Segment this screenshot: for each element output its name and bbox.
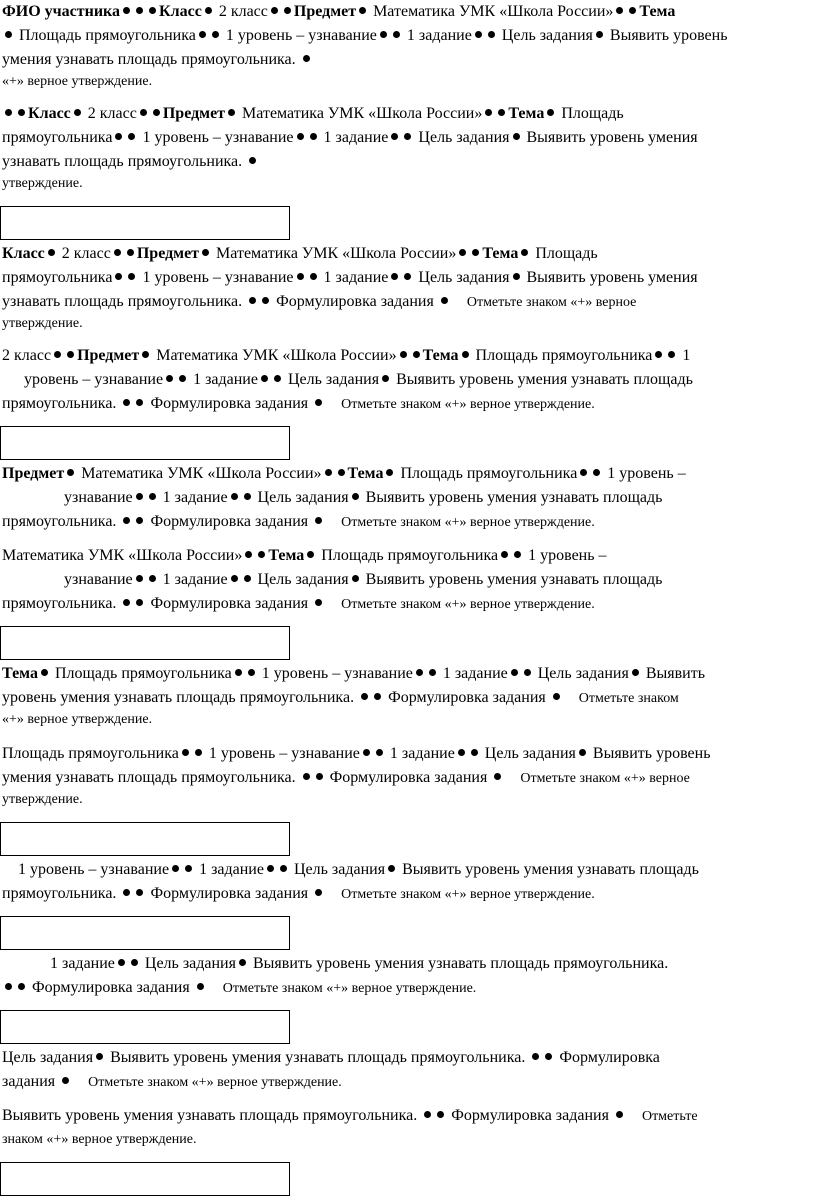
answer-box[interactable] [0,1162,290,1196]
bullet-icon [67,351,74,358]
bullet-icon [513,133,520,140]
bullet-icon [382,375,389,382]
bullet-icon [429,669,436,676]
bullet-icon [258,551,265,558]
line: умения узнавать площадь прямоугольника. Формулировка задания Отметьте знаком «+» верное [2,769,690,786]
bullet-icon [136,399,143,406]
bullet-icon [172,865,179,872]
line: 1 задание Цель задания Выявить уровень умения узнавать площадь прямоугольника. [50,955,669,972]
bullet-icon [136,517,143,524]
bullet-icon [315,599,322,606]
bullet-icon [488,31,495,38]
bullet-icon [388,865,395,872]
bullet-icon [185,865,192,872]
line: Математика УМК «Школа России» Тема Площадь прямоугольника 1 уровень – [2,547,607,564]
bullet-icon [553,693,560,700]
bullet-icon [231,493,238,500]
bullet-icon [41,669,48,676]
bullet-icon [212,31,219,38]
bullet-icon [142,351,149,358]
bullet-icon [249,297,256,304]
bullet-icon [380,31,387,38]
bullet-icon [316,773,323,780]
bullet-icon [475,31,482,38]
bullet-icon [123,399,130,406]
answer-box[interactable] [0,206,290,240]
bullet-icon [280,865,287,872]
bullet-icon [118,959,125,966]
bullet-icon [54,351,61,358]
bullet-icon [485,109,492,116]
bullet-icon [136,889,143,896]
bullet-icon [18,983,25,990]
bullet-icon [424,1111,431,1118]
line: утверждение. [2,316,83,331]
bullet-icon [501,551,508,558]
bullet-icon [153,109,160,116]
line: Класс 2 класс Предмет Математика УМК «Школа России» Тема Площадь [2,104,624,124]
bullet-icon [179,375,186,382]
line: узнавание 1 задание Цель задания Выявить уровень умения узнавать площадь [64,571,663,588]
bullet-icon [632,669,639,676]
bullet-icon [114,249,121,256]
line: Предмет Математика УМК «Школа России» Тема Площадь прямоугольника 1 уровень – [2,465,686,482]
bullet-icon [18,109,25,116]
bullet-icon [545,1053,552,1060]
bullet-icon [325,469,332,476]
bullet-icon [363,749,370,756]
bullet-icon [413,351,420,358]
bullet-icon [123,517,130,524]
bullet-icon [315,399,322,406]
bullet-icon [5,109,12,116]
bullet-icon [5,31,12,38]
line: прямоугольника 1 уровень – узнавание 1 задание Цель задания Выявить уровень умения [2,269,698,286]
line: 1 уровень – узнавание 1 задание Цель задания Выявить уровень умения узнавать площадь [18,861,699,878]
bullet-icon [48,249,55,256]
bullet-icon [458,749,465,756]
bullet-icon [310,273,317,280]
bullet-icon [136,599,143,606]
bullet-icon [374,693,381,700]
bullet-icon [580,469,587,476]
bullet-icon [136,493,143,500]
bullet-icon [182,749,189,756]
bullet-icon [136,575,143,582]
line: Площадь прямоугольника 1 уровень – узнавание 1 задание Цель задания Выявить уровень [2,26,728,46]
bullet-icon [404,273,411,280]
bullet-icon [437,1111,444,1118]
bullet-icon [123,599,130,606]
line: прямоугольника. Формулировка задания Отметьте знаком «+» верное утверждение. [2,513,595,530]
line: «+» верное утверждение. [2,712,153,727]
bullet-icon [391,133,398,140]
bullet-icon [149,493,156,500]
bullet-icon [74,109,81,116]
bullet-icon [140,109,147,116]
bullet-icon [62,1077,69,1084]
bullet-icon [131,959,138,966]
line: Выявить уровень умения узнавать площадь прямоугольника. Формулировка задания Отметьте [2,1107,698,1124]
bullet-icon [202,249,209,256]
bullet-icon [459,249,466,256]
bullet-icon [472,249,479,256]
bullet-icon [338,469,345,476]
line: 2 класс Предмет Математика УМК «Школа России» Тема Площадь прямоугольника 1 [2,347,691,364]
answer-box[interactable] [0,426,290,460]
bullet-icon [231,575,238,582]
bullet-icon [524,669,531,676]
line: задания Отметьте знаком «+» верное утверждение. [2,1073,342,1090]
bullet-icon [249,157,256,164]
bullet-icon [303,773,310,780]
line: узнавать площадь прямоугольника. [2,152,259,172]
bullet-icon [136,7,143,14]
bullet-icon [462,351,469,358]
line: знаком «+» верное утверждение. [2,1132,197,1147]
bullet-icon [511,669,518,676]
bullet-icon [127,249,134,256]
bullet-icon [239,959,246,966]
bullet-icon [261,375,268,382]
bullet-icon [352,493,359,500]
bullet-icon [274,375,281,382]
bullet-icon [376,749,383,756]
bullet-icon [513,273,520,280]
bullet-icon [267,865,274,872]
bullet-icon [359,7,366,14]
bullet-icon [128,133,135,140]
bullet-icon [352,575,359,582]
line: уровень – узнавание 1 задание Цель задания Выявить уровень умения узнавать площадь [24,371,693,388]
bullet-icon [297,273,304,280]
bullet-icon [655,351,662,358]
bullet-icon [244,575,251,582]
answer-box[interactable] [0,916,290,950]
bullet-icon [67,469,74,476]
line: ФИО участника Класс 2 класс Предмет Математика УМК «Школа России» Тема [2,3,676,20]
bullet-icon [303,55,310,62]
bullet-icon [195,749,202,756]
bullet-icon [228,109,235,116]
bullet-icon [166,375,173,382]
bullet-icon [579,749,586,756]
bullet-icon [235,669,242,676]
bullet-icon [393,31,400,38]
line: узнавание 1 задание Цель задания Выявить уровень умения узнавать площадь [64,489,663,506]
line: Класс 2 класс Предмет Математика УМК «Школа России» Тема Площадь [2,245,598,262]
bullet-icon [149,575,156,582]
line: Тема Площадь прямоугольника 1 уровень – узнавание 1 задание Цель задания Выявить [2,665,706,682]
bullet-icon [400,351,407,358]
bullet-icon [271,7,278,14]
bullet-icon [248,669,255,676]
line: утверждение. [2,176,83,191]
line: «+» верное утверждение. [2,74,153,89]
answer-box[interactable] [0,1010,290,1044]
bullet-icon [416,669,423,676]
bullet-icon [307,551,314,558]
line: утверждение. [2,792,83,807]
line: Формулировка задания Отметьте знаком «+» верное утверждение. [2,978,476,999]
bullet-icon [361,693,368,700]
bullet-icon [205,7,212,14]
bullet-icon [245,551,252,558]
bullet-icon [547,109,554,116]
bullet-icon [404,133,411,140]
bullet-icon [199,31,206,38]
line: прямоугольника 1 уровень – узнавание 1 задание Цель задания Выявить уровень умения [2,129,698,146]
line: прямоугольника. Формулировка задания Отметьте знаком «+» верное утверждение. [2,885,595,902]
bullet-icon [521,249,528,256]
bullet-icon [668,351,675,358]
answer-box[interactable] [0,822,290,856]
bullet-icon [284,7,291,14]
bullet-icon [244,493,251,500]
bullet-icon [149,7,156,14]
bullet-icon [115,133,122,140]
bullet-icon [386,469,393,476]
line: узнавать площадь прямоугольника. Формулировка задания Отметьте знаком «+» верное [2,293,637,310]
bullet-icon [310,133,317,140]
bullet-icon [629,7,636,14]
bullet-icon [123,7,130,14]
bullet-icon [616,7,623,14]
bullet-icon [498,109,505,116]
bullet-icon [197,983,204,990]
bullet-icon [441,297,448,304]
bullet-icon [115,273,122,280]
bullet-icon [471,749,478,756]
bullet-icon [5,983,12,990]
bullet-icon [514,551,521,558]
line: Цель задания Выявить уровень умения узнавать площадь прямоугольника. Формулировка [2,1049,660,1066]
bullet-icon [494,773,501,780]
bullet-icon [616,1111,623,1118]
line: Площадь прямоугольника 1 уровень – узнавание 1 задание Цель задания Выявить уровень [2,745,711,762]
bullet-icon [262,297,269,304]
line: умения узнавать площадь прямоугольника. [2,50,313,70]
line: уровень умения узнавать площадь прямоугольника. Формулировка задания Отметьте знаком [2,689,679,706]
line: прямоугольника. Формулировка задания Отметьте знаком «+» верное утверждение. [2,595,595,612]
bullet-icon [315,517,322,524]
bullet-icon [391,273,398,280]
bullet-icon [123,889,130,896]
bullet-icon [315,889,322,896]
bullet-icon [128,273,135,280]
bullet-icon [596,31,603,38]
bullet-icon [593,469,600,476]
answer-box[interactable] [0,626,290,660]
line: прямоугольника. Формулировка задания Отметьте знаком «+» верное утверждение. [2,395,595,412]
bullet-icon [96,1053,103,1060]
bullet-icon [532,1053,539,1060]
bullet-icon [297,133,304,140]
